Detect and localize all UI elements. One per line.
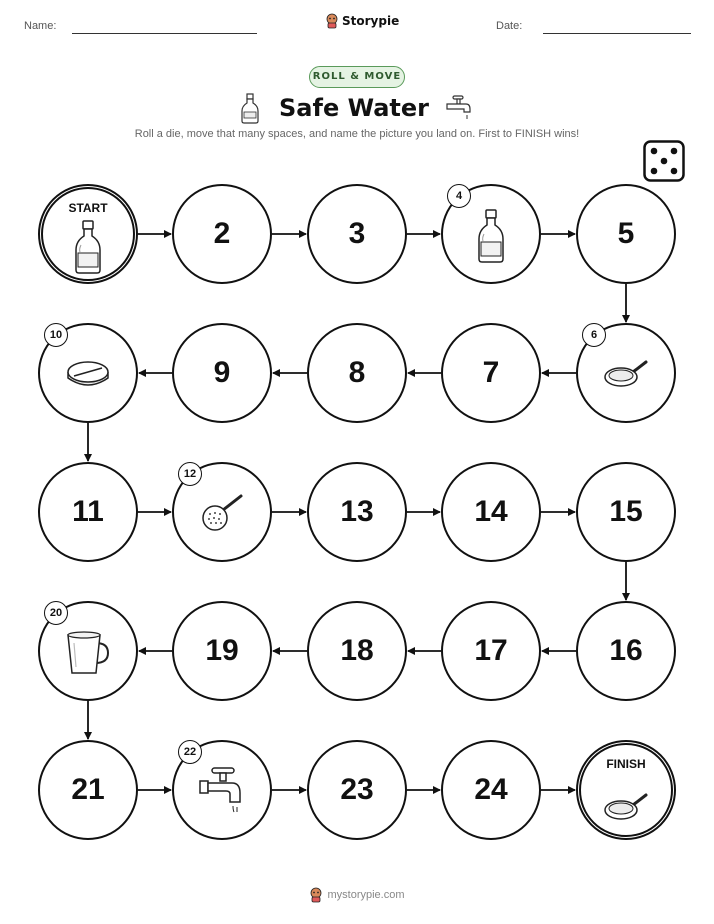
start-space[interactable] xyxy=(38,184,138,284)
board-space-4[interactable] xyxy=(441,184,541,284)
finish-space[interactable] xyxy=(576,740,676,840)
space-number: 13 xyxy=(340,495,374,528)
space-number: 18 xyxy=(340,634,374,667)
board-space-11[interactable] xyxy=(38,462,138,562)
board-space-13[interactable] xyxy=(307,462,407,562)
space-number-badge: 4 xyxy=(447,184,471,208)
board-space-7[interactable] xyxy=(441,323,541,423)
space-number: 23 xyxy=(340,773,374,806)
board-space-14[interactable] xyxy=(441,462,541,562)
space-number-badge: 20 xyxy=(44,601,68,625)
space-number: 16 xyxy=(609,634,643,667)
space-number: 17 xyxy=(474,634,508,667)
board-space-8[interactable] xyxy=(307,323,407,423)
date-label: Date: xyxy=(496,20,523,32)
space-number: 24 xyxy=(474,773,508,806)
board-space-2[interactable] xyxy=(172,184,272,284)
footer-url: mystorypie.com xyxy=(327,889,405,901)
space-number: 11 xyxy=(72,495,104,528)
board-space-19[interactable] xyxy=(172,601,272,701)
board-space-10[interactable] xyxy=(38,323,138,423)
start-label: START xyxy=(68,201,108,215)
frying-pan-icon xyxy=(603,360,649,394)
space-number: 5 xyxy=(617,217,635,250)
faucet-icon xyxy=(198,766,246,822)
strainer-icon xyxy=(199,494,245,538)
space-number-badge: 22 xyxy=(178,740,202,764)
space-number-badge: 10 xyxy=(44,323,68,347)
name-label: Name: xyxy=(24,20,57,32)
game-type-badge: ROLL & MOVE xyxy=(309,66,405,88)
board-space-24[interactable] xyxy=(441,740,541,840)
frying-pan-icon xyxy=(603,793,649,827)
finish-label: FINISH xyxy=(606,757,646,771)
space-number: 3 xyxy=(348,217,366,250)
board-space-17[interactable] xyxy=(441,601,541,701)
space-number-badge: 6 xyxy=(582,323,606,347)
space-number: 2 xyxy=(213,217,231,250)
footer-mascot-icon xyxy=(309,887,323,903)
board-space-9[interactable] xyxy=(172,323,272,423)
board-space-5[interactable] xyxy=(576,184,676,284)
space-number-badge: 12 xyxy=(178,462,202,486)
board-space-23[interactable] xyxy=(307,740,407,840)
board-space-6[interactable] xyxy=(576,323,676,423)
space-number: 15 xyxy=(609,495,643,528)
board-space-16[interactable] xyxy=(576,601,676,701)
board-space-3[interactable] xyxy=(307,184,407,284)
space-number: 8 xyxy=(348,356,366,389)
board-space-12[interactable] xyxy=(172,462,272,562)
board-space-22[interactable] xyxy=(172,740,272,840)
board-space-20[interactable] xyxy=(38,601,138,701)
board-space-21[interactable] xyxy=(38,740,138,840)
space-number: 21 xyxy=(71,773,105,806)
cup-icon xyxy=(64,629,112,681)
space-number: 7 xyxy=(482,356,500,389)
bottle-icon xyxy=(73,219,103,279)
tablet-icon xyxy=(64,358,112,396)
brand-name: Storypie xyxy=(342,14,400,28)
footer xyxy=(0,887,714,903)
space-number: 19 xyxy=(205,634,239,667)
instructions-text: Roll a die, move that many spaces, and name the picture you land on. First to FINISH wins! xyxy=(134,128,580,140)
board-space-15[interactable] xyxy=(576,462,676,562)
bottle-icon xyxy=(476,208,506,268)
board-space-18[interactable] xyxy=(307,601,407,701)
space-number: 9 xyxy=(213,356,231,389)
page-title: Safe Water xyxy=(279,94,429,122)
space-number: 14 xyxy=(474,495,508,528)
